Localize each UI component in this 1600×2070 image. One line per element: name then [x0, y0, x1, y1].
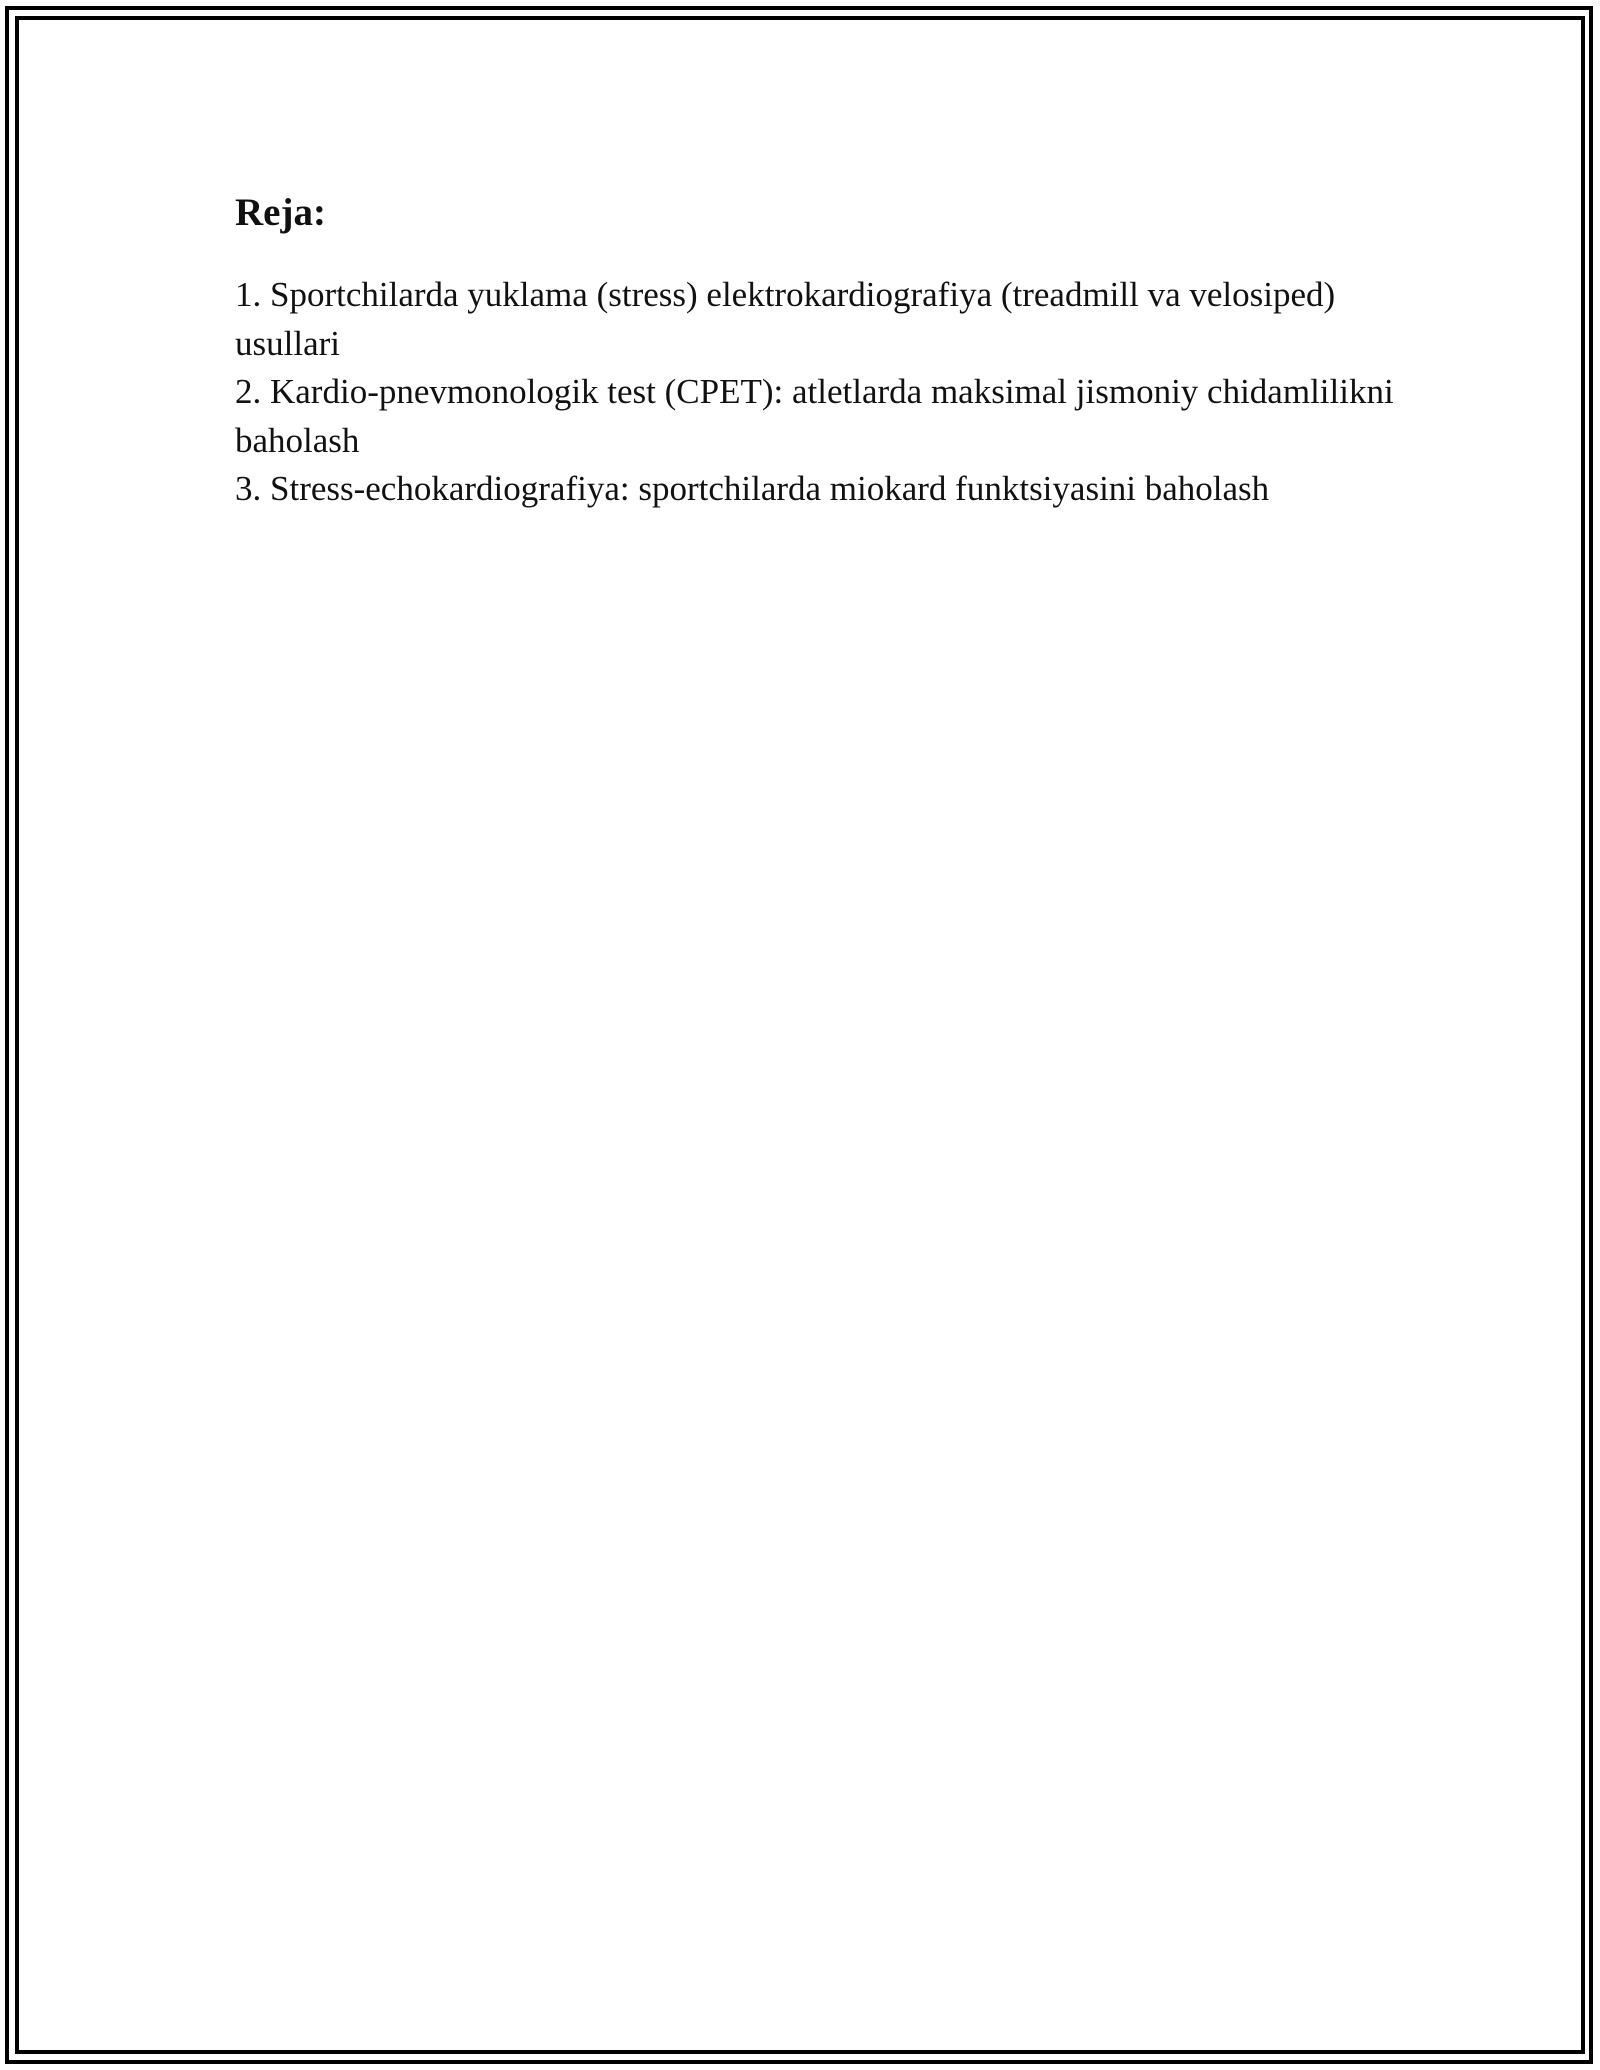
plan-item-1: 1. Sportchilarda yuklama (stress) elektrokardiografiya (treadmill va velosiped) usullari — [235, 275, 1336, 363]
page-content — [235, 185, 1415, 514]
plan-item-3: 3. Stress-echokardiografiya: sportchilarda miokard funktsiyasini baholash — [235, 469, 1270, 508]
plan-item-2: 2. Kardio-pnevmonologik test (CPET): atletlarda maksimal jismoniy chidamlilikni baholash — [235, 372, 1394, 460]
plan-list — [235, 271, 1415, 514]
plan-heading: Reja: — [235, 191, 326, 234]
